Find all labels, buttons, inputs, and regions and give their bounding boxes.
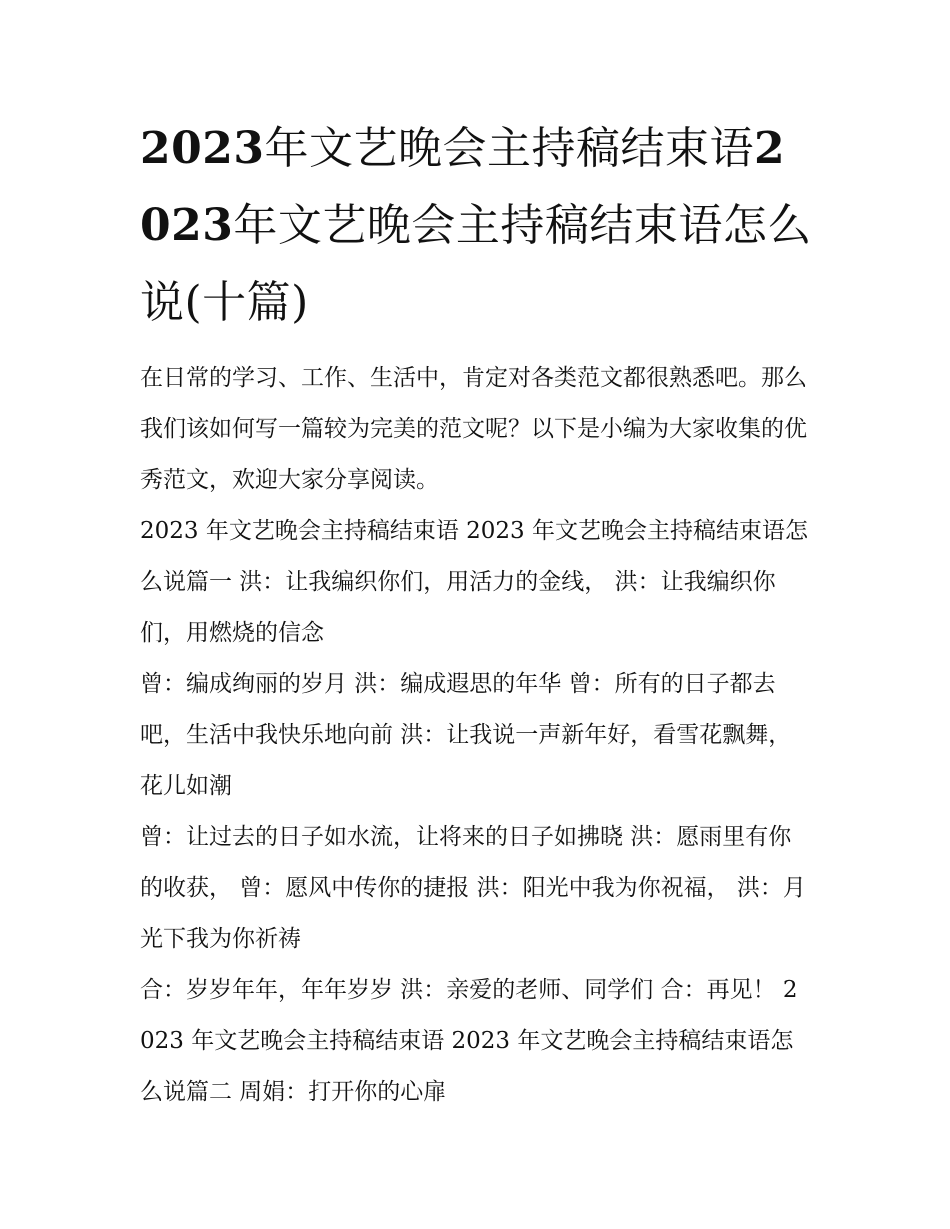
intro-paragraph: 在日常的学习、工作、生活中，肯定对各类范文都很熟悉吧。那么我们该如何写一篇较为完美的范文呢？以下是小编为大家收集的优秀范文，欢迎大家分享阅读。 <box>140 365 807 493</box>
title-line2-year: 2023 <box>140 123 786 251</box>
title-text: 年文艺晚会主持稿结束语 <box>264 123 754 174</box>
title-year: 2023 <box>140 123 265 174</box>
document-page <box>140 110 812 1118</box>
body-paragraph: 曾：编成绚丽的岁月 洪：编成遐思的年华 曾：所有的日子都去吧，生活中我快乐地向前 洪：让我说一声新年好，看雪花飘舞，花儿如潮 <box>140 671 792 799</box>
body-paragraph: 曾：让过去的日子如水流，让将来的日子如拂晓 洪：愿雨里有你的收获， 曾：愿风中传你的捷报 洪：阳光中我为你祝福， 洪：月光下我为你祈祷 <box>140 824 806 952</box>
body-paragraph: 2023 年文艺晚会主持稿结束语 2023 年文艺晚会主持稿结束语怎么说篇一 洪：让我编织你们，用活力的金线， 洪：让我编织你们，用燃烧的信念 <box>140 518 808 646</box>
title-line2-text: 年文艺晚会主持稿结束语怎么说(十篇) <box>140 200 812 328</box>
body-paragraph: 合：岁岁年年，年年岁岁 洪：亲爱的老师、同学们 合：再见！ 2023 年文艺晚会主持稿结束语 2023 年文艺晚会主持稿结束语怎么说篇二 周娟：打开你的心扉 <box>140 977 798 1105</box>
document-title <box>140 110 812 341</box>
